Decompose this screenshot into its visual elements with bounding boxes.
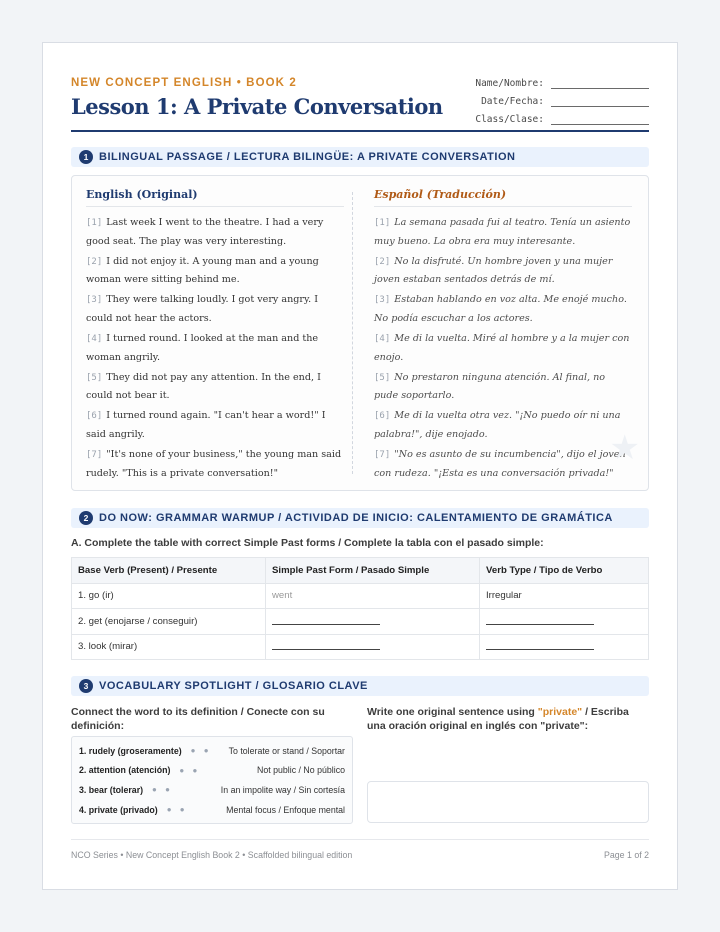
type-cell: Irregular xyxy=(480,583,649,609)
table-row xyxy=(72,583,649,609)
page-title: Lesson 1: A Private Conversation xyxy=(71,94,443,119)
sentence-text: "It's none of your business," the young man said rudely. "This is a private conversation!" xyxy=(86,449,342,479)
sentence-text: No la disfruté. Un hombre joven y una mujer joven estaban sentados detrás de mí. xyxy=(374,255,613,286)
vocab-row xyxy=(79,761,345,781)
table-row xyxy=(72,634,649,660)
page-number: Page 1 of 2 xyxy=(604,850,649,860)
section-3-header xyxy=(71,676,649,696)
sentence-number: [1] xyxy=(374,218,391,228)
vocab-definition: Mental focus / Enfoque mental xyxy=(226,804,345,815)
sentence-answer-box[interactable] xyxy=(367,781,649,823)
name-label: Name/Nombre: xyxy=(475,78,544,89)
name-field[interactable] xyxy=(475,71,649,89)
sentence-text: Me di la vuelta. Miré al hombre y a la mujer con enojo. xyxy=(374,333,630,363)
past-answer-cell[interactable] xyxy=(266,634,480,660)
sentence-text: They were talking loudly. I got very angry. I could not hear the actors. xyxy=(86,294,319,324)
sentence-number: [2] xyxy=(86,256,103,267)
sentence-number: [2] xyxy=(374,256,391,267)
spanish-heading: Español (Traducción) xyxy=(374,188,632,207)
sentence-number: [5] xyxy=(86,372,103,383)
section-title: DO NOW: GRAMMAR WARMUP / ACTIVIDAD DE INICIO: CALENTAMIENTO DE GRAMÁTICA xyxy=(99,512,613,524)
table-header-row xyxy=(72,558,649,584)
student-info-fields xyxy=(475,71,649,125)
vocab-definition: Not public / No público xyxy=(256,765,345,776)
section-2-header xyxy=(71,508,649,528)
vocab-definition: To tolerate or stand / Soportar xyxy=(228,745,345,756)
sentence-text: Last week I went to the theatre. I had a very good seat. The play was very interesting. xyxy=(86,217,324,247)
highlighted-word: "private" xyxy=(537,706,583,718)
grammar-table xyxy=(71,557,649,660)
sentence-number: [7] xyxy=(374,450,391,461)
grammar-instruction: A. Complete the table with correct Simple Past forms / Complete la tabla con el pasado simple: xyxy=(71,537,544,549)
vocab-word: 4. private (privado) xyxy=(79,804,158,815)
english-sentence xyxy=(86,446,344,485)
sentence-text: I turned round again. "I can't hear a word!" I said angrily. xyxy=(86,410,326,440)
connector-dots-icon[interactable]: ● ● xyxy=(179,765,201,775)
spanish-sentence xyxy=(374,407,632,446)
base-cell: 3. look (mirar) xyxy=(72,634,266,660)
sentence-number: [3] xyxy=(86,295,103,306)
vocab-word: 2. attention (atención) xyxy=(79,765,171,776)
base-cell: 1. go (ir) xyxy=(72,583,266,609)
answer-blank-line xyxy=(272,640,380,650)
sentence-text: Estaban hablando en voz alta. Me enojé mucho. No podía escuchar a los actores. xyxy=(374,294,627,324)
answer-blank-line xyxy=(272,615,380,625)
vocab-row xyxy=(79,800,345,820)
english-heading: English (Original) xyxy=(86,188,344,207)
spanish-sentence xyxy=(374,446,632,485)
footer-series: NCO Series • New Concept English Book 2 • Scaffolded bilingual edition xyxy=(71,850,353,860)
matching-instruction: Connect the word to its definition / Conecte con su definición: xyxy=(71,706,325,732)
sentence-number: [6] xyxy=(374,411,391,422)
english-sentence xyxy=(86,330,344,369)
column-divider xyxy=(352,192,353,474)
section-title: BILINGUAL PASSAGE / LECTURA BILINGÜE: A PRIVATE CONVERSATION xyxy=(99,151,516,163)
date-field[interactable] xyxy=(475,89,649,107)
sentence-text: La semana pasada fui al teatro. Tenía un asiento muy bueno. La obra era muy interesante. xyxy=(374,217,631,247)
sentence-number: [4] xyxy=(86,334,103,345)
sentence-text: Me di la vuelta otra vez. "¡No puedo oír ni una palabra!", dije enojado. xyxy=(374,410,621,440)
sentence-number: [4] xyxy=(374,334,391,345)
section-1-header xyxy=(71,147,649,167)
sentence-number: [3] xyxy=(374,295,391,306)
vocab-definition: In an impolite way / Sin cortesía xyxy=(220,784,345,795)
english-sentence xyxy=(86,291,344,330)
date-line xyxy=(551,98,649,107)
connector-dots-icon[interactable]: ● ● xyxy=(190,746,212,756)
sentence-text: I did not enjoy it. A young man and a young woman were sitting behind me. xyxy=(86,255,319,286)
sentence-number: [6] xyxy=(86,411,103,422)
type-answer-cell[interactable] xyxy=(480,609,649,635)
writing-suffix: / Escriba una oración original en inglés con "private": xyxy=(367,706,629,732)
spanish-sentence xyxy=(374,369,632,408)
column-header: Verb Type / Tipo de Verbo xyxy=(480,558,649,584)
vocab-row xyxy=(79,780,345,800)
vocab-row xyxy=(79,741,345,761)
answer-blank-line xyxy=(486,640,594,650)
section-title: VOCABULARY SPOTLIGHT / GLOSARIO CLAVE xyxy=(99,680,368,692)
column-header: Simple Past Form / Pasado Simple xyxy=(266,558,480,584)
spanish-sentence xyxy=(374,291,632,330)
english-sentence xyxy=(86,214,344,253)
column-header: Base Verb (Present) / Presente xyxy=(72,558,266,584)
date-label: Date/Fecha: xyxy=(481,96,544,107)
sentence-number: [7] xyxy=(86,450,103,461)
table-row xyxy=(72,609,649,635)
connector-dots-icon[interactable]: ● ● xyxy=(152,785,173,795)
answer-blank-line xyxy=(486,615,594,625)
sentence-text: I turned round. I looked at the man and the woman angrily. xyxy=(86,333,319,363)
class-field[interactable] xyxy=(475,107,649,125)
section-number: 3 xyxy=(79,679,93,693)
series-label: NEW CONCEPT ENGLISH • BOOK 2 xyxy=(71,77,297,89)
class-label: Class/Clase: xyxy=(475,114,544,125)
class-line xyxy=(551,116,649,125)
english-sentence xyxy=(86,369,344,408)
section-number: 2 xyxy=(79,511,93,525)
base-cell: 2. get (enojarse / conseguir) xyxy=(72,609,266,635)
vocab-word: 3. bear (tolerar) xyxy=(79,784,144,795)
vocab-word: 1. rudely (groseramente) xyxy=(79,745,182,756)
footer xyxy=(71,839,649,860)
connector-dots-icon[interactable]: ● ● xyxy=(166,805,188,815)
header xyxy=(71,43,649,132)
writing-prefix: Write one original sentence using xyxy=(367,706,538,718)
sentence-number: [1] xyxy=(86,218,103,228)
spanish-sentence xyxy=(374,330,632,369)
english-column xyxy=(86,188,344,485)
type-answer-cell[interactable] xyxy=(480,634,649,660)
section-number: 1 xyxy=(79,150,93,164)
star-watermark-icon: ★ xyxy=(609,429,640,467)
worksheet-page xyxy=(42,42,678,890)
sentence-text: No prestaron ninguna atención. Al final, no pude soportarlo. xyxy=(374,371,606,402)
vocabulary-matching-box xyxy=(71,736,353,824)
sentence-text: They did not pay any attention. In the end, I could not bear it. xyxy=(86,371,321,402)
past-cell: went xyxy=(266,583,480,609)
spanish-column xyxy=(374,188,632,485)
name-line xyxy=(551,80,649,89)
spanish-sentence xyxy=(374,253,632,292)
past-answer-cell[interactable] xyxy=(266,609,480,635)
writing-instruction xyxy=(367,705,649,733)
bilingual-passage xyxy=(71,175,649,491)
english-sentence xyxy=(86,407,344,446)
sentence-number: [5] xyxy=(374,372,391,383)
spanish-sentence xyxy=(374,214,632,253)
sentence-text: "No es asunto de su incumbencia", dijo el joven con rudeza. "¡Esta es una conversación privada!" xyxy=(374,449,626,479)
english-sentence xyxy=(86,253,344,292)
